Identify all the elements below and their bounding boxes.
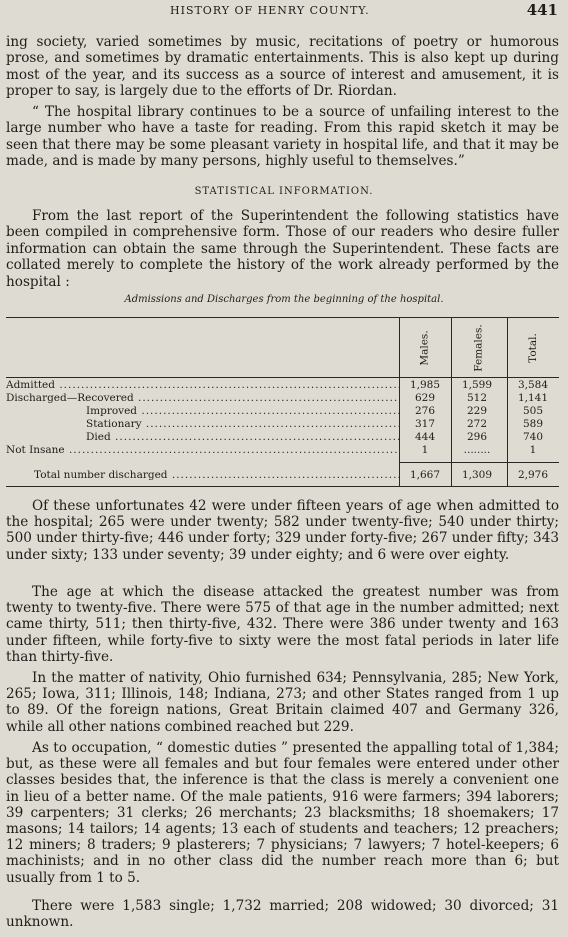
section-heading: STATISTICAL INFORMATION. (194, 186, 374, 197)
table-row (6, 379, 559, 392)
table-rule-top (6, 317, 559, 318)
row-label: Died ..... (6, 431, 399, 444)
page-number: 441 (526, 1, 558, 19)
cell-males: 1 (421, 444, 429, 456)
paragraph-library: “ The hospital library continues to be a source of unfailing interest to the large number who have a taste for reading. From this rapid sketch it may be seen that there may be some pleasant variety in hospital life, and that it may be made, and is made by many persons, highly useful to themselves.” (6, 104, 559, 170)
paragraph-statistics-intro: From the last report of the Superintendent the following statistics have been compiled in comprehensive form. Those of our readers who desire fuller information can obtain the same through the Superintendent. These facts are collated merely to complete the history of the work already performed by the hospital : (6, 208, 559, 290)
table-rule-header (6, 377, 559, 378)
cell-total: 740 (522, 431, 544, 443)
cell-males: 1,985 (409, 379, 441, 391)
table-rule-bottom (6, 486, 559, 487)
table-row (6, 444, 559, 457)
row-label: Discharged—Recovered ..... (6, 392, 399, 405)
cell-females: 229 (466, 405, 488, 417)
table-row (6, 392, 559, 405)
paragraph-occupation: As to occupation, “ domestic duties ” presented the appalling total of 1,384; but, as these were all females and but four females were entered under other classes besides that, the inference is that the class is merely a convenient one in lieu of a better name. Of the male patients, 916 were farmers; 394 laborers; 39 carpenters; 31 clerks; 26 merchants; 23 blacksmiths; 18 shoemakers; 17 masons; 14 tailors; 14 agents; 13 each of students and teachers; 12 preachers; 12 miners; 8 traders; 9 plasterers; 7 physicians; 7 lawyers; 7 hotel-keepers; 6 machinists; and in no other class did the number reach more than 6; but usually from 1 to 5. (6, 740, 559, 886)
cell-total: 3,584 (517, 379, 549, 391)
cell-females: 296 (466, 431, 488, 443)
column-header-females: Females. (472, 324, 485, 372)
table-row (6, 431, 559, 444)
row-label: Total number discharged ..... (6, 469, 399, 482)
cell-males: 276 (414, 405, 436, 417)
running-title: HISTORY OF HENRY COUNTY. (170, 4, 370, 17)
cell-males: 629 (414, 392, 436, 404)
cell-females: ........ (463, 444, 491, 456)
admissions-discharges-table (6, 313, 559, 488)
cell-total: 1,141 (517, 392, 549, 404)
cell-males: 444 (414, 431, 436, 443)
cell-total: 505 (522, 405, 544, 417)
paragraph-nativity: In the matter of nativity, Ohio furnished 634; Pennsylvania, 285; New York, 265; Iowa, 311; Illinois, 148; Indiana, 273; and other States ranged from 1 up to 89. Of the foreign nations, Great Britain claimed 407 and Germany 326, while all other nations combined reached but 229. (6, 670, 559, 735)
table-total-row (6, 469, 559, 482)
cell-females: 272 (466, 418, 488, 430)
page-header (0, 0, 568, 22)
cell-total: 2,976 (517, 469, 549, 481)
row-label: Admitted ..... (6, 379, 399, 392)
cell-females: 1,309 (461, 469, 493, 481)
column-header-total: Total. (527, 333, 539, 363)
paragraph-entertainments: ing society, varied sometimes by music, recitations of poetry or humorous prose, and sometimes by dramatic entertainments. This is also kept up during most of the year, and its success as a source of interest and amusement, it is proper to say, is largely due to the efforts of Dr. Riordan. (6, 34, 559, 100)
cell-females: 512 (466, 392, 488, 404)
table-caption: Admissions and Discharges from the beginning of the hospital. (124, 294, 444, 305)
cell-females: 1,599 (461, 379, 493, 391)
table-rule-total (399, 462, 559, 463)
row-label: Improved ..... (6, 405, 399, 418)
cell-males: 1,667 (409, 469, 441, 481)
table-row (6, 418, 559, 431)
cell-males: 317 (414, 418, 436, 430)
row-label: Not Insane ..... (6, 444, 399, 457)
paragraph-disease-age: The age at which the disease attacked the greatest number was from twenty to twenty-five. There were 575 of that age in the number admitted; next came thirty, 511; then thirty-five, 432. There were 386 under twenty and 163 under fifteen, while forty-five to sixty were the most fatal periods in later life than thirty-five. (6, 584, 559, 665)
cell-total: 1 (529, 444, 537, 456)
cell-total: 589 (522, 418, 544, 430)
column-header-males: Males. (419, 330, 431, 366)
paragraph-ages: Of these unfortunates 42 were under fifteen years of age when admitted to the hospital; 265 were under twenty; 582 under twenty-five; 540 under thirty; 500 under thirty-five; 446 under forty; 329 under forty-five; 267 under fifty; 343 under sixty; 133 under seventy; 39 under eighty; and 6 were over eighty. (6, 498, 559, 563)
paragraph-marital-status: There were 1,583 single; 1,732 married; 208 widowed; 30 divorced; 31 unknown. (6, 898, 559, 931)
row-label: Stationary ..... (6, 418, 399, 431)
table-row (6, 405, 559, 418)
